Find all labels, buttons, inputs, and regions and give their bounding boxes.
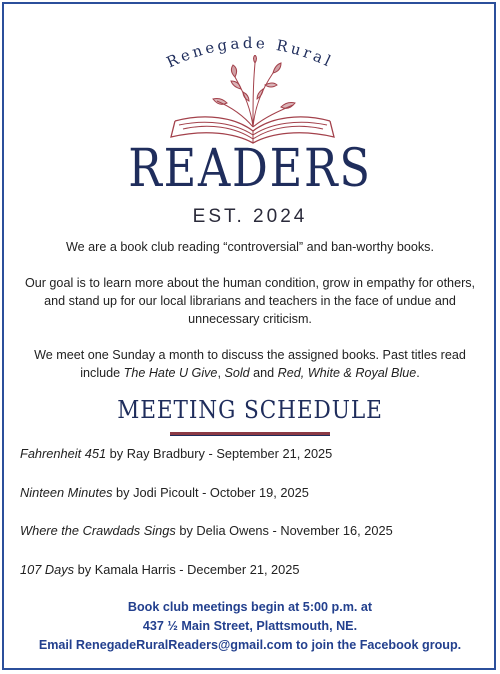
meeting-book: Fahrenheit 451: [20, 446, 107, 461]
open-book-with-plant-icon: [165, 55, 340, 145]
period: .: [416, 366, 420, 380]
meeting-details: by Ray Bradbury - September 21, 2025: [106, 446, 333, 461]
meeting-details: by Delia Owens - November 16, 2025: [175, 523, 393, 538]
footer-contact-line: Email RenegadeRuralReaders@gmail.com to join the Facebook group.: [38, 638, 462, 652]
meeting-details: by Jodi Picoult - October 19, 2025: [112, 485, 309, 500]
past-title-2: Sold: [224, 366, 250, 380]
intro-paragraph-1: We are a book club reading “controversial” and ban-worthy books.: [66, 240, 434, 254]
intro-paragraph-3: [18, 346, 482, 382]
meeting-item: [20, 485, 309, 500]
meeting-item: [20, 446, 332, 461]
p3-prefix: We meet one Sunday a month to discuss the assigned books. Past titles read include: [34, 348, 466, 380]
meeting-item: [20, 523, 393, 538]
meeting-details: by Kamala Harris - December 21, 2025: [74, 562, 300, 577]
arc-title-text: Renegade Rural: [163, 33, 337, 72]
footer-line-2: 437 ½ Main Street, Plattsmouth, NE.: [142, 619, 358, 633]
separator: ,: [217, 366, 225, 380]
established-year: EST. 2024: [192, 206, 308, 227]
intro-paragraph-2: Our goal is to learn more about the human condition, grow in empathy for others, and stand up for our local librarians and teachers in the face of undue and unnecessary criticism.: [24, 276, 476, 326]
meeting-book: Where the Crawdads Sings: [20, 523, 176, 538]
schedule-title: MEETING SCHEDULE: [117, 396, 383, 424]
club-title: READERS: [128, 139, 372, 199]
footer-line-1: Book club meetings begin at 5:00 p.m. at: [127, 600, 373, 614]
schedule-divider: [170, 432, 330, 436]
separator: and: [249, 366, 278, 380]
meeting-book: 107 Days: [20, 562, 75, 577]
meeting-item: [20, 562, 300, 577]
past-title-1: The Hate U Give: [123, 366, 218, 380]
past-title-3: Red, White & Royal Blue: [277, 366, 417, 380]
meeting-book: Ninteen Minutes: [20, 485, 113, 500]
